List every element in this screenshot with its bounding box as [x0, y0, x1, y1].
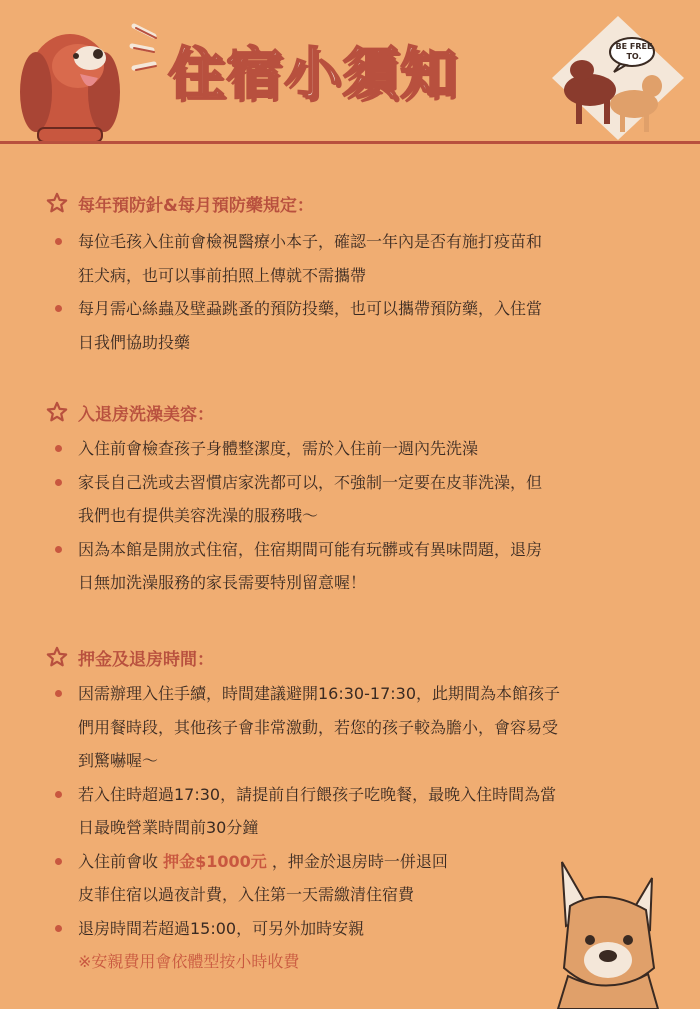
bullet-dot-icon — [55, 479, 62, 486]
list-item-text: 日最晚營業時間前30分鐘 — [78, 818, 259, 837]
title-deco-lines — [128, 20, 168, 80]
list-item — [46, 466, 656, 533]
section-heading-text: 押金及退房時間： — [78, 649, 214, 670]
list-item-text: 入住前會檢查孩子身體整潔度，需於入住前一週內先洗澡 — [78, 439, 479, 458]
deposit-pre-text: 入住前會收 — [78, 851, 159, 871]
bullet-dot-icon — [55, 238, 62, 245]
header-divider — [0, 141, 700, 144]
list-item-text: 家長自己洗或去習慣店家洗都可以，不強制一定要在皮菲洗澡，但 — [78, 472, 543, 492]
section-vaccine-rules — [46, 188, 656, 359]
star-icon — [46, 192, 68, 214]
list-item-text: 若入住時超過17:30，請提前自行餵孩子吃晚餐，最晚入住時間為當 — [78, 784, 557, 804]
list-item-text: 因為本館是開放式住宿，住宿期間可能有玩髒或有異味問題，退房 — [78, 539, 543, 559]
section-heading-text: 每年預防針&每月預防藥規定： — [78, 195, 314, 216]
list-item-text: 們用餐時段，其他孩子會非常激動，若您的孩子較為膽小，會容易受 — [78, 717, 559, 737]
section-checkin-bathing — [46, 397, 656, 600]
corgi-illustration — [548, 856, 666, 1009]
list-item — [46, 292, 656, 359]
be-free-badge — [548, 12, 688, 144]
badge-text: BE FREE TO. — [615, 42, 653, 61]
bullet-dot-icon — [55, 546, 62, 553]
section-heading — [46, 188, 656, 218]
list-item-text: 因需辦理入住手續，時間建議避開16:30-17:30，此期間為本館孩子 — [78, 684, 560, 703]
header — [0, 0, 700, 150]
list-item-text: 日無加洗澡服務的家長需要特別留意喔！ — [78, 573, 367, 592]
list-item-text: 每位毛孩入住前會檢視醫療小本子，確認一年內是否有施打疫苗和 — [78, 232, 543, 251]
list-item — [46, 533, 656, 600]
section-heading — [46, 397, 656, 427]
list-item-text: 狂犬病，也可以事前拍照上傳就不需攜帶 — [78, 265, 367, 285]
deposit-post-text: ，押金於退房時一併退回 — [271, 851, 448, 871]
list-item — [46, 225, 656, 292]
section-heading — [46, 642, 656, 672]
bullet-dot-icon — [55, 690, 62, 697]
list-item-text: 皮菲住宿以過夜計費，入住第一天需繳清住宿費 — [78, 885, 415, 904]
bullet-dot-icon — [55, 445, 62, 452]
star-icon — [46, 646, 68, 668]
bullet-dot-icon — [55, 305, 62, 312]
list-item-text: 每月需心絲蟲及壁蝨跳蚤的預防投藥，也可以攜帶預防藥，入住當 — [78, 299, 543, 318]
bullet-dot-icon — [55, 925, 62, 932]
bullet-dot-icon — [55, 858, 62, 865]
list-item — [46, 432, 656, 466]
page-title: 住宿小須知 — [168, 42, 458, 107]
bullet-dot-icon — [55, 791, 62, 798]
star-icon — [46, 401, 68, 423]
list-item-text: 日我們協助投藥 — [78, 332, 191, 352]
cocker-spaniel-illustration — [18, 18, 122, 144]
footnote: ※安親費用會依體型按小時收費 — [78, 952, 300, 971]
section-heading-text: 入退房洗澡美容： — [78, 404, 214, 425]
deposit-amount: 押金$1000元 — [163, 851, 267, 871]
list-item-text: 到驚嚇喔～ — [78, 751, 159, 770]
list-item-text: 退房時間若超過15:00，可另外加時安親 — [78, 918, 365, 938]
list-item — [46, 778, 656, 845]
list-item-text: 我們也有提供美容洗澡的服務哦～ — [78, 506, 319, 525]
list-item — [46, 677, 656, 778]
